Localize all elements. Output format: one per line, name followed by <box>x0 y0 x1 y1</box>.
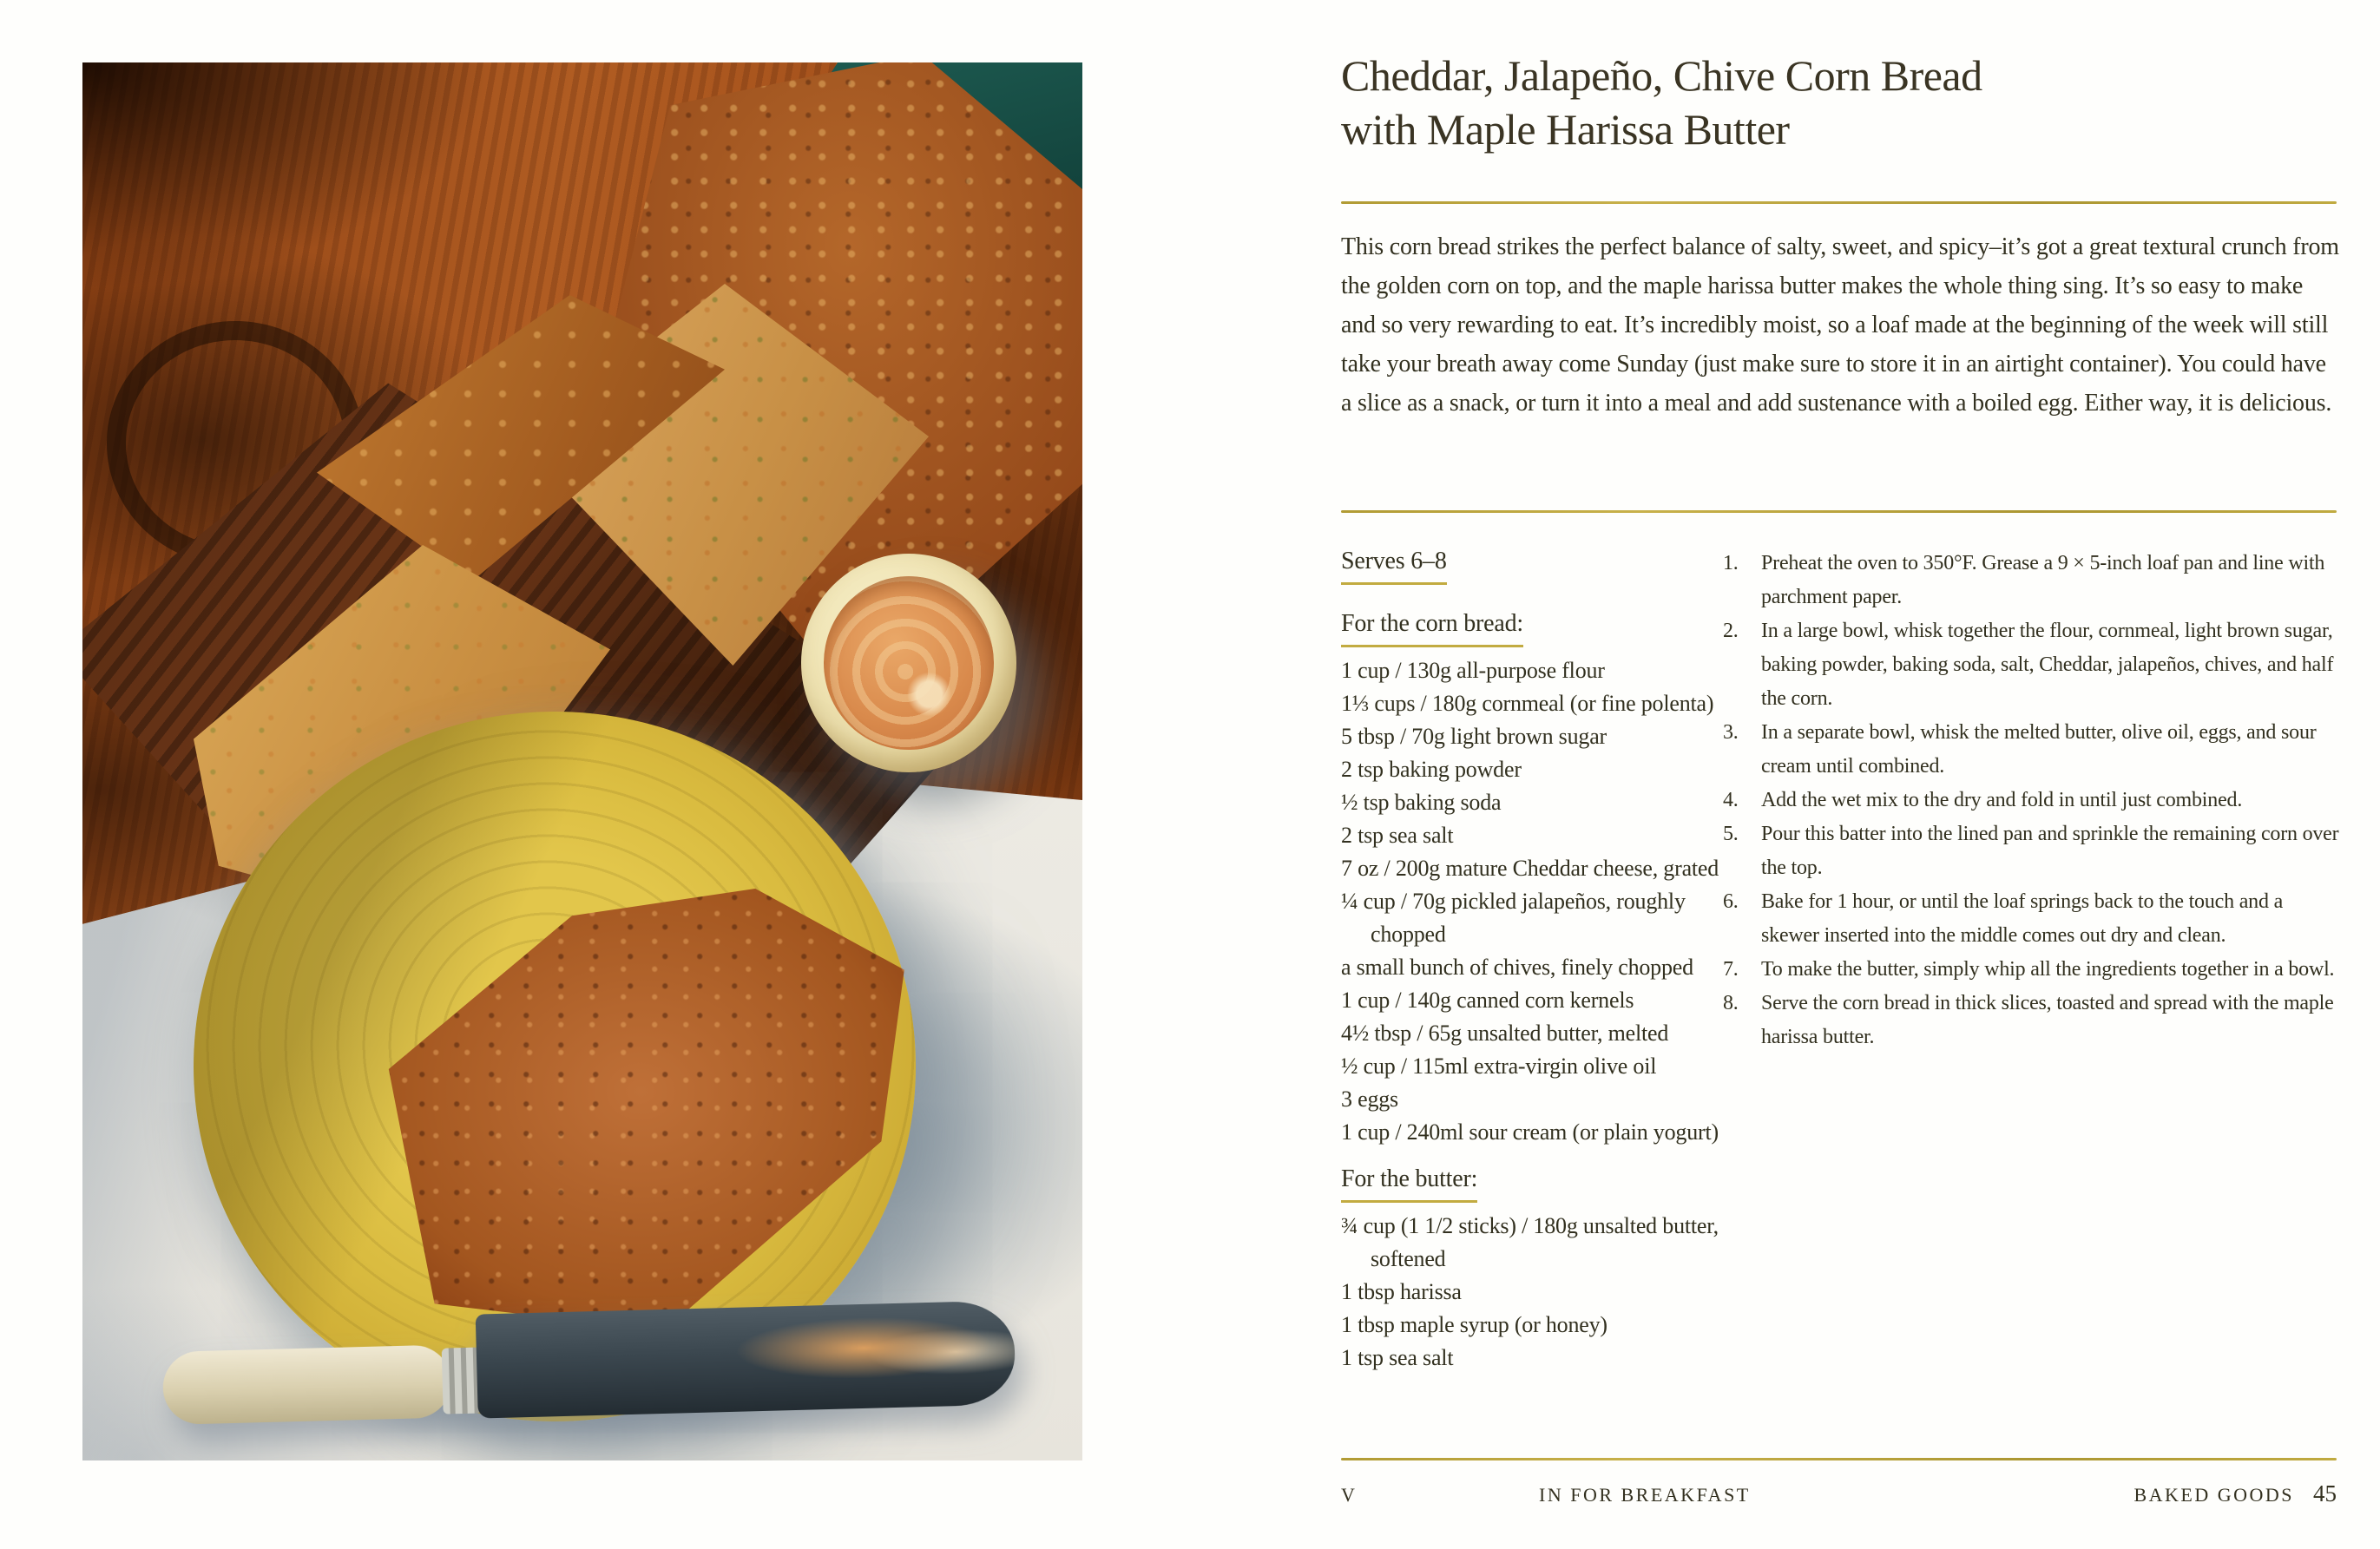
ingredient-item: ¾ cup (1 1/2 sticks) / 180g unsalted butter, softened <box>1341 1213 1719 1271</box>
step-text: In a separate bowl, whisk the melted butter, olive oil, eggs, and sour cream until combined. <box>1761 721 2317 778</box>
ingredient-item: 1 cup / 140g canned corn kernels <box>1341 988 1634 1013</box>
ingredient-item: 7 oz / 200g mature Cheddar cheese, grated <box>1341 856 1719 881</box>
method-step <box>1723 614 2339 716</box>
harissa-butter-swirl <box>824 576 994 750</box>
butter-heading-row <box>1341 1163 1739 1203</box>
footer-running-title: IN FOR BREAKFAST <box>1539 1484 1751 1506</box>
gold-rule-middle <box>1341 510 2337 513</box>
ingredient-item: ½ tsp baking soda <box>1341 790 1502 815</box>
method-column <box>1723 547 2339 1054</box>
footer-right-group <box>2133 1480 2337 1507</box>
step-number: 4. <box>1723 789 1739 811</box>
step-number: 7. <box>1723 958 1739 981</box>
step-number: 1. <box>1723 552 1739 574</box>
ingredient-item: 1 cup / 130g all-purpose flour <box>1341 658 1605 683</box>
serves-label: Serves 6–8 <box>1341 545 1447 585</box>
step-number: 6. <box>1723 890 1739 913</box>
ingredient-item: 3 eggs <box>1341 1086 1398 1112</box>
footer-section-title: BAKED GOODS <box>2133 1484 2294 1506</box>
corn-bread-heading-row <box>1341 607 1739 647</box>
ingredient-item: 4½ tbsp / 65g unsalted butter, melted <box>1341 1021 1669 1046</box>
page-number: 45 <box>2313 1480 2337 1506</box>
method-step <box>1723 547 2339 614</box>
serves-row <box>1341 545 1739 585</box>
ingredient-item: 1 cup / 240ml sour cream (or plain yogurt) <box>1341 1119 1719 1145</box>
ingredient-item: 1 tsp sea salt <box>1341 1345 1454 1370</box>
method-step <box>1723 885 2339 953</box>
knife-ferrule <box>442 1348 482 1414</box>
recipe-photo <box>82 62 1082 1460</box>
butter-ingredient-list <box>1341 1210 1739 1375</box>
step-text: Preheat the oven to 350°F. Grease a 9 × 5-inch loaf pan and line with parchment paper. <box>1761 552 2325 608</box>
recipe-title <box>1341 49 2348 156</box>
ingredient-item: ¼ cup / 70g pickled jalapeños, roughly chopped <box>1341 889 1686 947</box>
footer-section-marker: V <box>1341 1484 1358 1506</box>
knife-blade <box>476 1300 1016 1418</box>
step-text: Add the wet mix to the dry and fold in until just combined. <box>1761 789 2243 811</box>
step-text: To make the butter, simply whip all the ingredients together in a bowl. <box>1761 958 2335 981</box>
method-step <box>1723 716 2339 784</box>
ingredient-item: 1⅓ cups / 180g cornmeal (or fine polenta) <box>1341 691 1714 716</box>
recipe-title-line-2: with Maple Harissa Butter <box>1341 105 1790 154</box>
method-step <box>1723 784 2339 817</box>
ingredient-item: 1 tbsp harissa <box>1341 1279 1462 1304</box>
gold-rule-footer <box>1341 1458 2337 1460</box>
step-text: In a large bowl, whisk together the flour, cornmeal, light brown sugar, baking powder, baking soda, salt, Cheddar, jalapeños, chives, and half the corn. <box>1761 620 2334 710</box>
method-step-list <box>1723 547 2339 1054</box>
butter-bowl <box>801 554 1016 772</box>
ingredient-item: 5 tbsp / 70g light brown sugar <box>1341 724 1607 749</box>
step-number: 2. <box>1723 620 1739 642</box>
step-text: Serve the corn bread in thick slices, toasted and spread with the maple harissa butter. <box>1761 992 2334 1048</box>
gold-rule-top <box>1341 201 2337 204</box>
step-text: Bake for 1 hour, or until the loaf springs back to the touch and a skewer inserted into the middle comes out dry and clean. <box>1761 890 2284 947</box>
step-text: Pour this batter into the lined pan and sprinkle the remaining corn over the top. <box>1761 823 2339 879</box>
step-number: 5. <box>1723 823 1739 845</box>
butter-heading: For the butter: <box>1341 1163 1477 1203</box>
ingredients-column <box>1341 545 1739 1375</box>
corn-bread-ingredient-list <box>1341 654 1739 1149</box>
method-step <box>1723 953 2339 987</box>
ingredient-item: 2 tsp sea salt <box>1341 823 1454 848</box>
method-step <box>1723 817 2339 885</box>
ingredient-item: a small bunch of chives, finely chopped <box>1341 955 1693 980</box>
ingredient-item: ½ cup / 115ml extra-virgin olive oil <box>1341 1053 1657 1079</box>
ingredient-item: 1 tbsp maple syrup (or honey) <box>1341 1312 1607 1337</box>
ingredient-item: 2 tsp baking powder <box>1341 757 1522 782</box>
recipe-intro: This corn bread strikes the perfect balance of salty, sweet, and spicy–it’s got a great textural crunch from the golden corn on top, and the maple harissa butter makes the whole thing sing. It’s so easy to make and so very rewarding to eat. It’s incredibly moist, so a loaf made at the beginning of the week will still take your breath away come Sunday (just make sure to store it in an airtight container). You could have a slice as a snack, or turn it into a meal and add sustenance with a boiled egg. Either way, it is delicious. <box>1341 233 2339 417</box>
knife-handle <box>162 1344 452 1425</box>
recipe-title-line-1: Cheddar, Jalapeño, Chive Corn Bread <box>1341 51 1982 100</box>
method-step <box>1723 987 2339 1054</box>
step-number: 3. <box>1723 721 1739 744</box>
step-number: 8. <box>1723 992 1739 1014</box>
butter-knife <box>149 1248 1082 1460</box>
page-footer <box>1341 1480 2337 1515</box>
corn-bread-heading: For the corn bread: <box>1341 607 1523 647</box>
